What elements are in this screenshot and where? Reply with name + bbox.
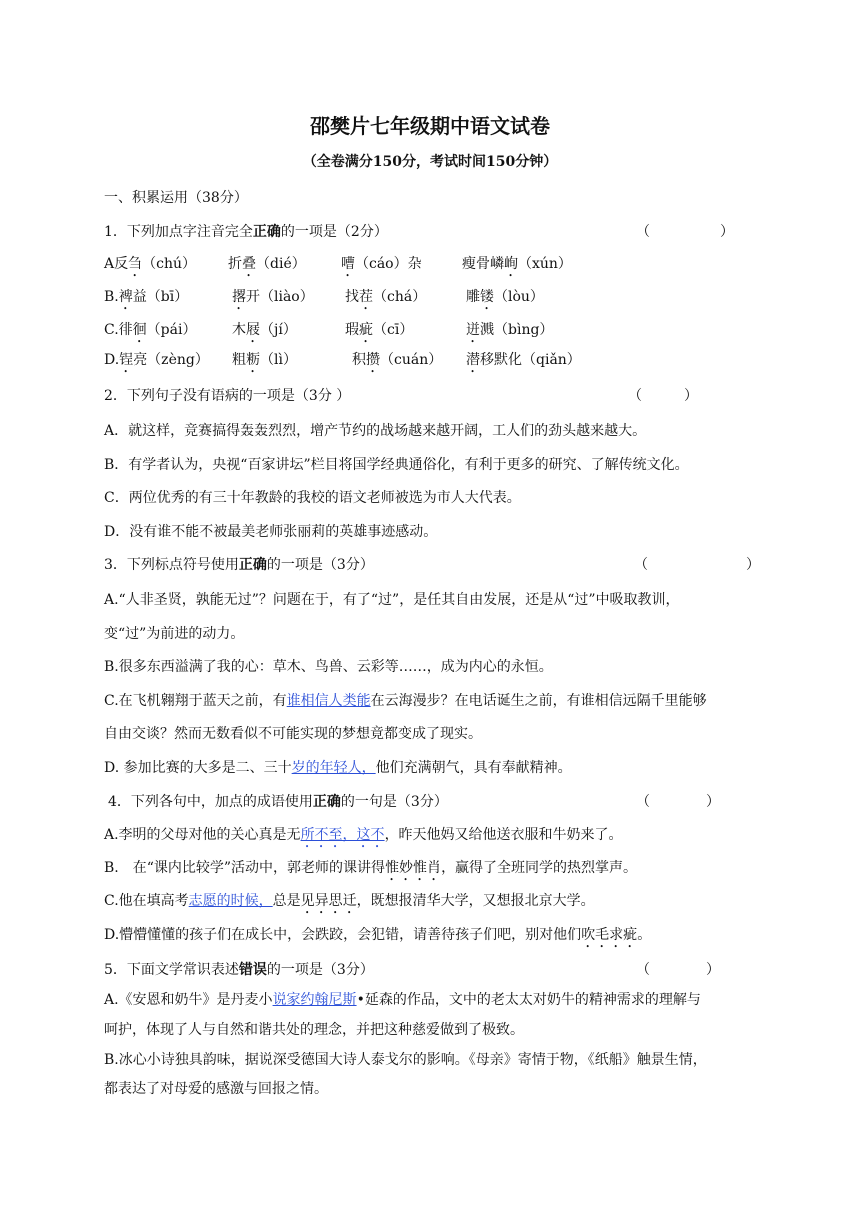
hyperlink[interactable]: 志愿的时候，: [188, 893, 273, 909]
answer-blank: （ ）: [636, 962, 720, 978]
question-3-stem: 3．下列标点符号使用正确的一项是（3分）: [104, 557, 374, 573]
q5-option-a-cont: 呵护，体现了人与自然和谐共处的理念，并把这种慈爱做到了极致。: [104, 1022, 524, 1038]
q4-option-c: C.他在填高考志愿的时候，总是见异思迁，既想报清华大学，又想报北京大学。: [104, 893, 595, 909]
hyperlink[interactable]: 岁的年轻人，: [291, 760, 376, 776]
answer-blank: （ ）: [636, 794, 720, 810]
hyperlink[interactable]: 所不至，这不: [300, 827, 385, 843]
question-1-stem: 1．下列加点字注音完全正确的一项是（2分）: [104, 224, 388, 240]
q1-option: 积攒（cuán）: [352, 352, 443, 368]
q3-option-b: B.很多东西溢满了我的心：草木、鸟兽、云彩等……，成为内心的永恒。: [104, 659, 553, 675]
q1-option: 嘈（cáo）杂: [341, 256, 422, 272]
q5-option-b-cont: 都表达了对母爱的感激与回报之情。: [104, 1081, 328, 1097]
question-2-stem: 2．下列句子没有语病的一项是（3分 ）: [104, 388, 351, 404]
page-subtitle: （全卷满分150分，考试时间150分钟）: [302, 154, 558, 170]
q3-option-a: A.“人非圣贤，孰能无过”？问题在于，有了“过”，是任其自由发展，还是从“过”中吸取教训，: [104, 592, 680, 608]
q1-option: 雕镂（lòu）: [466, 289, 544, 305]
q1-option: 瘦骨嶙峋（xún）: [462, 256, 572, 272]
q2-option-a: A．就这样，竞赛搞得轰轰烈烈，增产节约的战场越来越开阔，工人们的劲头越来越大。: [104, 423, 647, 439]
page-title: 邵樊片七年级期中语文试卷: [310, 114, 550, 138]
q2-option-c: C．两位优秀的有三十年教龄的我校的语文老师被选为市人大代表。: [104, 490, 521, 506]
q2-option-d: D．没有谁不能不被最美老师张丽莉的英雄事迹感动。: [104, 524, 438, 540]
section-heading: 一、积累运用（38分）: [104, 190, 248, 206]
answer-blank: （ ）: [636, 224, 734, 240]
q3-option-c-cont: 自由交谈？然而无数看似不可能实现的梦想竟都变成了现实。: [104, 726, 482, 742]
q1-option: 找茬（chá）: [345, 289, 427, 305]
q1-option: 粗粝（lì）: [232, 352, 297, 368]
q5-option-a: A.《安恩和奶牛》是丹麦小说家约翰尼斯•延森的作品，文中的老太太对奶牛的精神需求的理解与: [104, 992, 701, 1008]
q1-option: 瑕疵（cī）: [345, 322, 414, 338]
q1-option: 撂开（liào）: [232, 289, 314, 305]
q4-option-a: A.李明的父母对他的关心真是无所不至，这不，昨天他妈又给他送衣服和牛奶来了。: [104, 827, 623, 843]
q4-option-b: B. 在“课内比较学”活动中，郭老师的课讲得惟妙惟肖，赢得了全班同学的热烈掌声。: [104, 860, 638, 876]
q1-option: B.裨益（bī）: [104, 289, 189, 305]
hyperlink[interactable]: 谁相信人类能: [286, 693, 371, 709]
q2-option-b: B．有学者认为，央视“百家讲坛”栏目将国学经典通俗化，有利于更多的研究、了解传统文化。: [104, 457, 689, 473]
answer-blank: （ ）: [634, 557, 760, 573]
answer-blank: （ ）: [628, 388, 698, 404]
question-4-stem: 4．下列各句中，加点的成语使用正确的一句是（3分）: [108, 794, 448, 810]
q1-option: 木屐（jí）: [232, 322, 297, 338]
q1-option: C.徘徊（pái）: [104, 322, 197, 338]
q1-option: A反刍（chú）: [104, 256, 196, 272]
q5-option-b: B.冰心小诗独具韵味，据说深受德国大诗人泰戈尔的影响。《母亲》寄情于物，《纸船》触景生情，: [104, 1052, 707, 1068]
q1-option: 折叠（dié）: [228, 256, 306, 272]
question-5-stem: 5．下面文学常识表述错误的一项是（3分）: [104, 962, 374, 978]
q4-option-d: D.懵懵懂懂的孩子们在成长中，会跌跤，会犯错，请善待孩子们吧，别对他们吹毛求疵。: [104, 927, 652, 943]
q1-option: 迸溅（bìng）: [466, 322, 554, 338]
hyperlink[interactable]: 说家约翰尼斯: [272, 992, 357, 1008]
q3-option-a-cont: 变“过”为前进的动力。: [104, 626, 245, 642]
q3-option-c: C.在飞机翱翔于蓝天之前，有谁相信人类能在云海漫步？在电话诞生之前，有谁相信远隔千里能够: [104, 693, 707, 709]
q3-option-d: D. 参加比赛的大多是二、三十岁的年轻人，他们充满朝气，具有奉献精神。: [104, 760, 572, 776]
q1-option: D.锃亮（zèng）: [104, 352, 209, 368]
q1-option: 潜移默化（qiǎn）: [466, 352, 581, 368]
